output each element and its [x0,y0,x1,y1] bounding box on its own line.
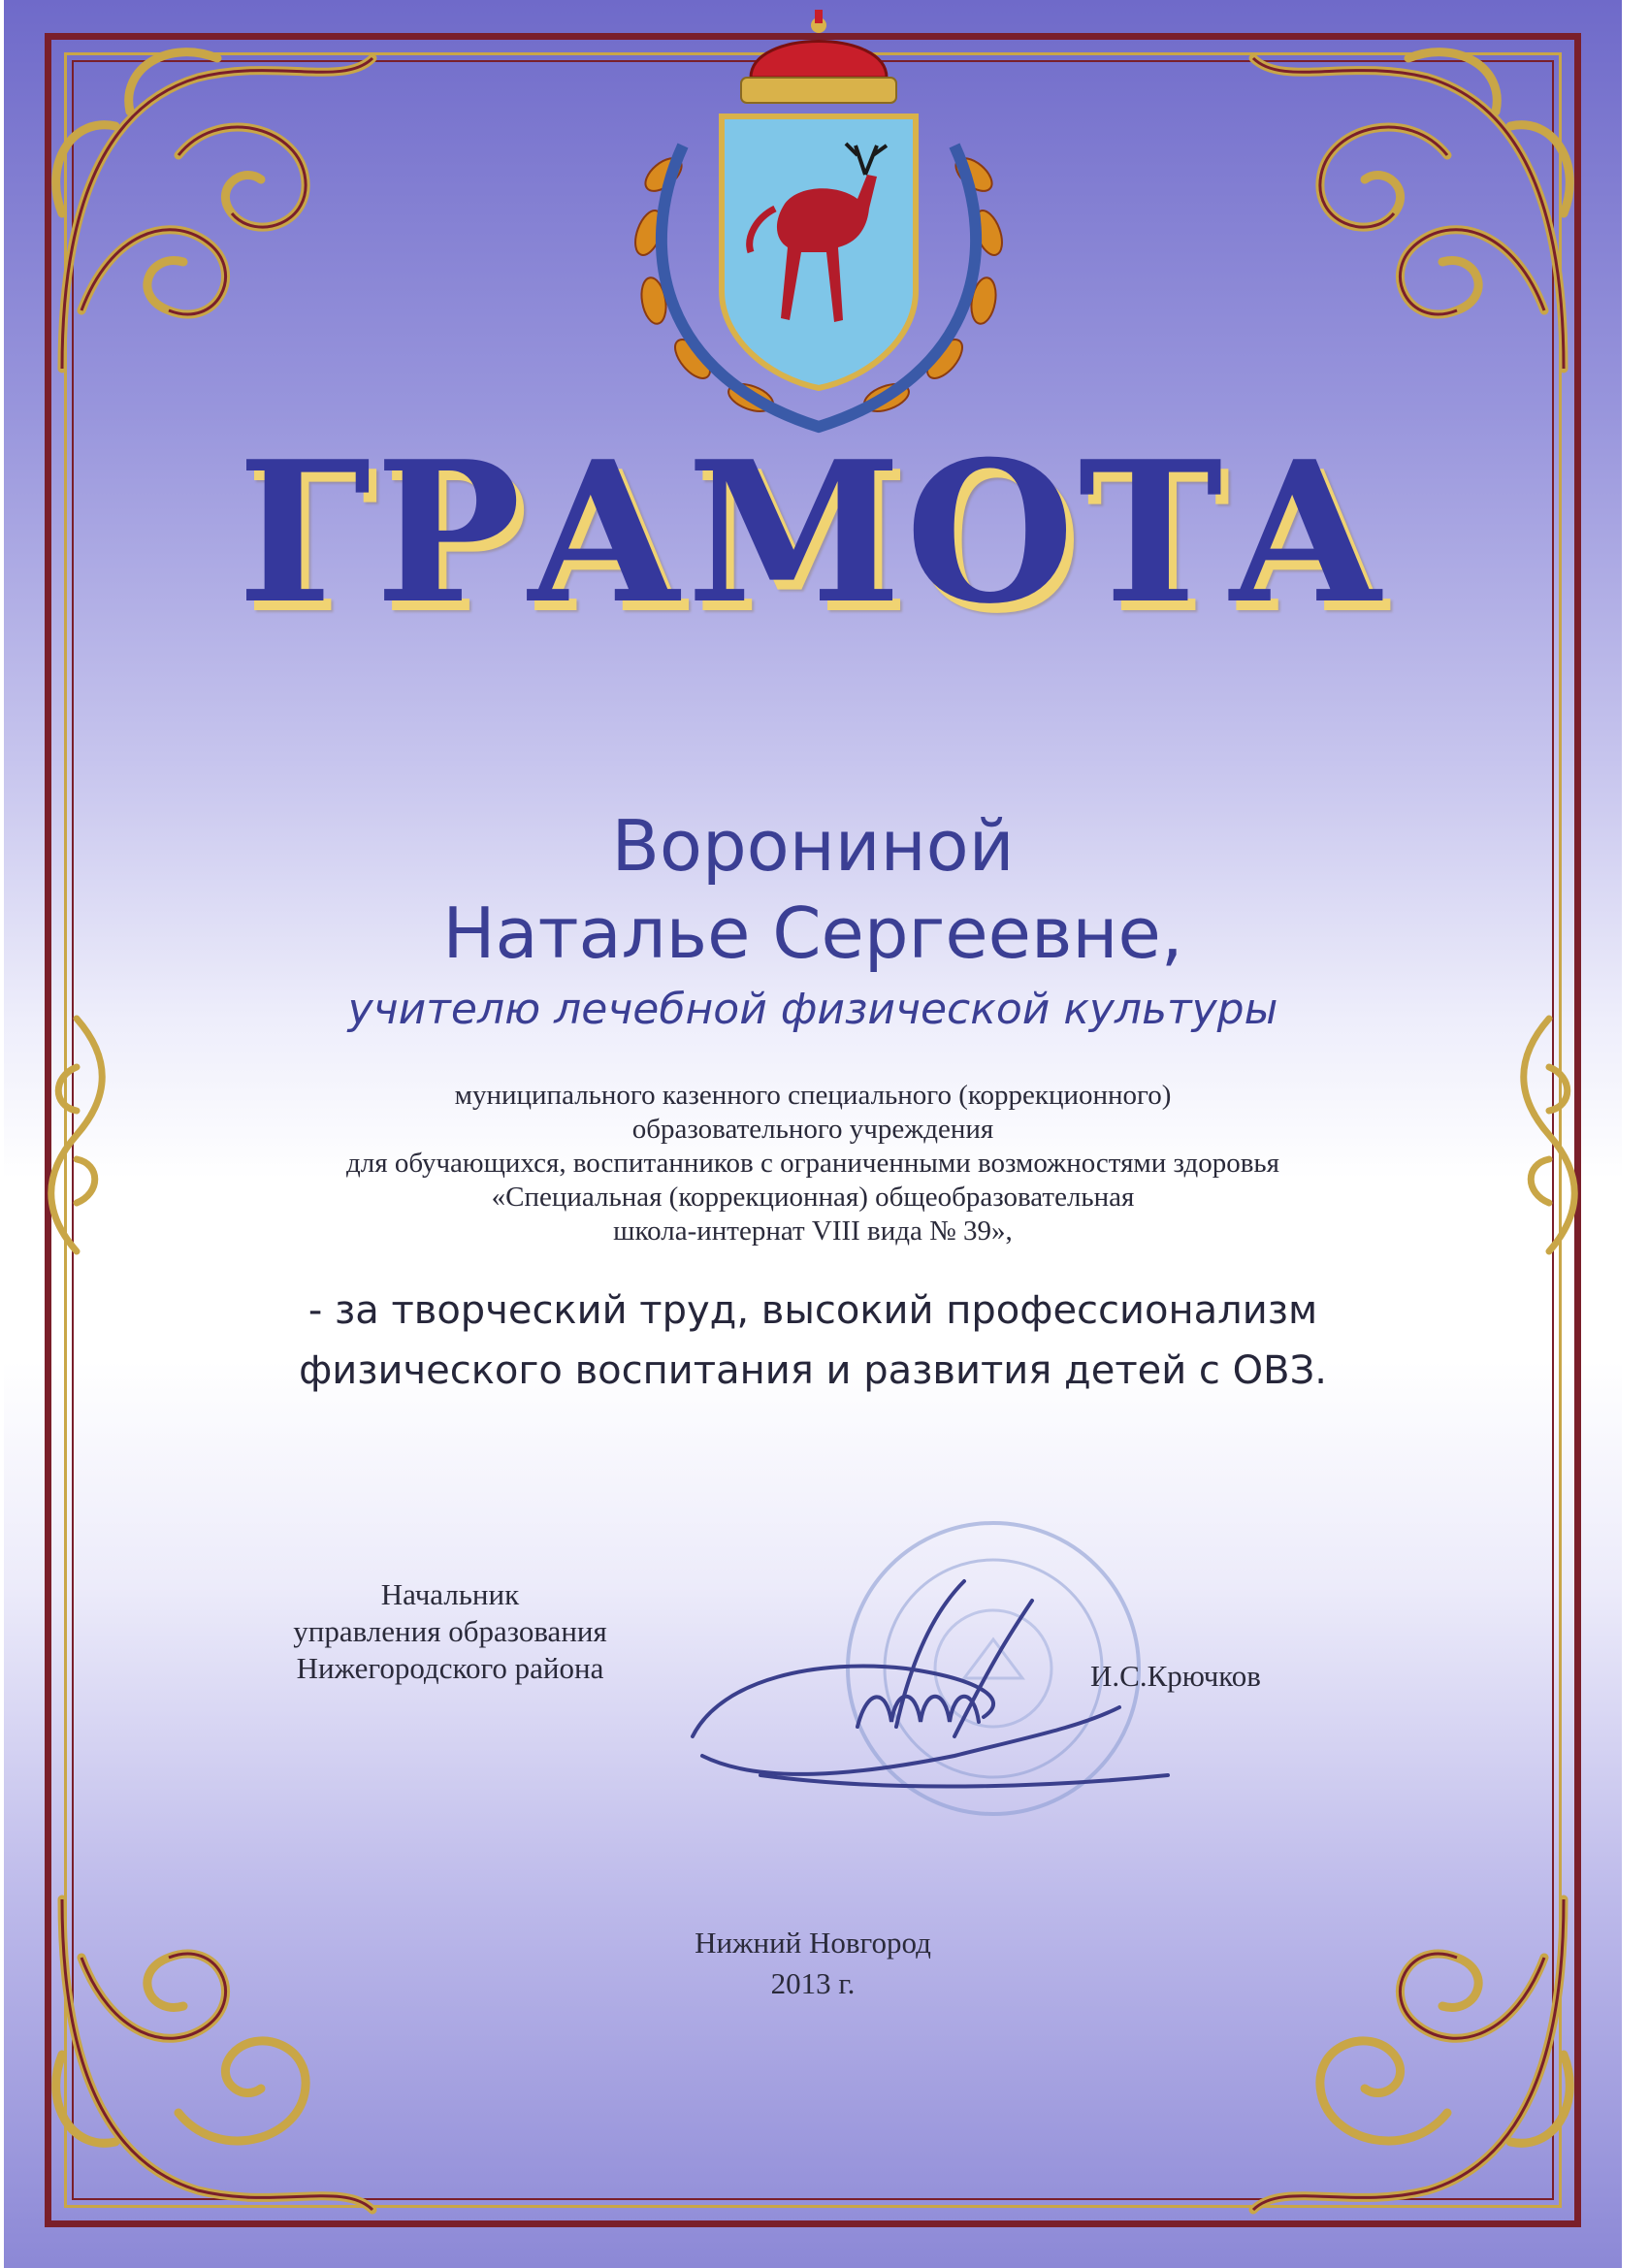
institution-line: муниципального казенного специального (коррекционного) [454,1080,1172,1111]
recipient-position: учителю лечебной физической культуры [347,985,1278,1034]
signatory-title-line: управления образования [293,1614,607,1648]
corner-ornament-top-right-icon [1234,19,1602,388]
city: Нижний Новгород [695,1926,931,1960]
certificate-title: ГРАМОТА [237,419,1389,647]
certificate-sheet [4,0,1622,2268]
signatory-name: И.С.Крючков [1090,1659,1261,1693]
institution-line: «Специальная (коррекционная) общеобразовательная [491,1182,1135,1213]
recipient-surname: Ворониной [611,805,1015,887]
institution-line: школа-интернат VIII вида № 39», [613,1215,1013,1247]
scan-margin [1622,0,1649,2268]
reason-line: физического воспитания и развития детей с ОВЗ. [299,1348,1327,1393]
signatory-title-line: Нижегородского района [296,1651,604,1685]
institution-line: образовательного учреждения [631,1114,994,1145]
institution-block [4,1079,1622,1248]
place-and-date [4,1923,1622,2004]
signatory-title-line: Начальник [380,1577,520,1611]
year: 2013 г. [770,1966,856,2000]
recipient-name: Наталье Сергеевне, [442,892,1183,974]
institution-line: для обучающихся, воспитанников с ограниченными возможностями здоровья [346,1148,1279,1179]
signatory-title [217,1576,683,1687]
nizhny-novgorod-coat-of-arms-icon [547,10,1090,456]
corner-ornament-top-left-icon [23,19,392,388]
award-reason [4,1280,1622,1401]
reason-line: - за творческий труд, высокий профессионализм [307,1288,1318,1333]
